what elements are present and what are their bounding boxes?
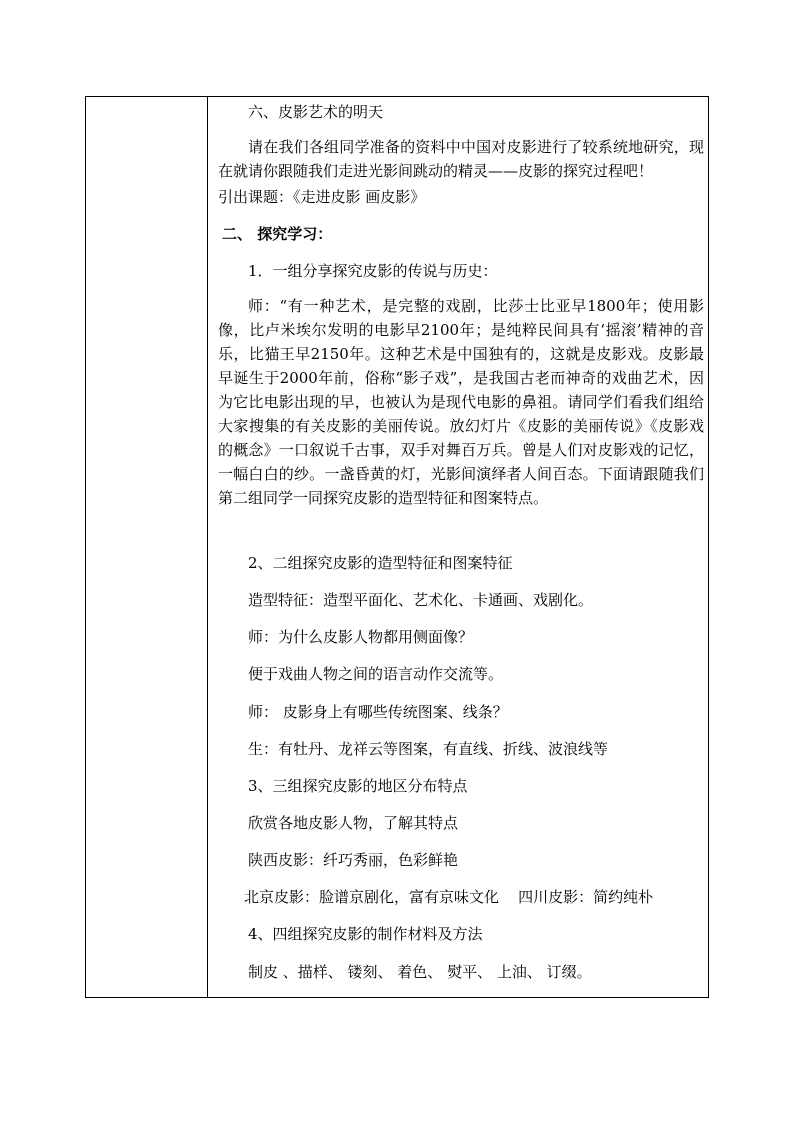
item3-heading: 3、三组探究皮影的地区分布特点 [248,777,468,795]
content-cell [208,97,708,997]
intro-paragraph: 请在我们各组同学准备的资料中中国对皮影进行了较系统地研究，现在就请你跟随我们走进光影间跳动的精灵——皮影的探究过程吧！ [218,138,704,180]
item2-answer1: 便于戏曲人物之间的语言动作交流等。 [248,665,504,683]
item3-text3: 北京皮影：脸谱京剧化，富有京味文化 四川皮影：简约纯朴 [244,888,654,906]
item4-heading: 4、四组探究皮影的制作材料及方法 [248,925,483,943]
item1-heading: 1．一组分享探究皮影的传说与历史： [248,262,498,280]
section6-heading: 六、皮影艺术的明天 [248,103,384,121]
item3-text1: 欣赏各地皮影人物，了解其特点 [248,814,459,832]
section2-heading: 二、 探究学习： [222,225,333,243]
item2-question2: 师： 皮影身上有哪些传统图案、线条？ [248,703,508,721]
item2-answer2: 生：有牡丹、龙祥云等图案，有直线、折线、波浪线等 [248,740,609,758]
item4-text: 制皮 、描样、 镂刻、 着色、 熨平、 上油、 订缀。 [248,963,592,981]
item2-features: 造型特征：造型平面化、艺术化、卡通画、戏剧化。 [248,591,594,609]
item2-heading: 2、二组探究皮影的造型特征和图案特征 [248,554,513,572]
item3-text2: 陕西皮影：纤巧秀丽，色彩鲜艳 [248,851,459,869]
left-column-cell [86,97,208,997]
intro-topic: 引出课题：《走进皮影 画皮影》 [218,188,426,206]
item2-question1: 师：为什么皮影人物都用侧面像？ [248,628,474,646]
item1-paragraph: 师：“有一种艺术，是完整的戏剧，比莎士比亚早1800年；使用影像，比卢米埃尔发明的电影早2100年；是纯粹民间具有‘摇滚’精神的音乐，比猫王早2150年。这种艺术是中国独有的，这就是皮影戏。皮影最早诞生于2000年前，俗称“影子戏”，是我国古老而神奇的戏曲艺术，因为它比电影出现的早，也被认为是现代电影的鼻祖。请同学们看我们组给大家搜集的有关皮影的美丽传说。放幻灯片《皮影的美丽传说》《皮影戏的概念》一口叙说千古事，双手对舞百万兵。曾是人们对皮影戏的记忆，一幅白白的纱。一盏昏黄的灯，光影间演绎者人间百态。下面请跟随我们第二组同学一同探究皮影的造型特征和图案特点。 [218,297,704,507]
lesson-table [85,96,709,998]
